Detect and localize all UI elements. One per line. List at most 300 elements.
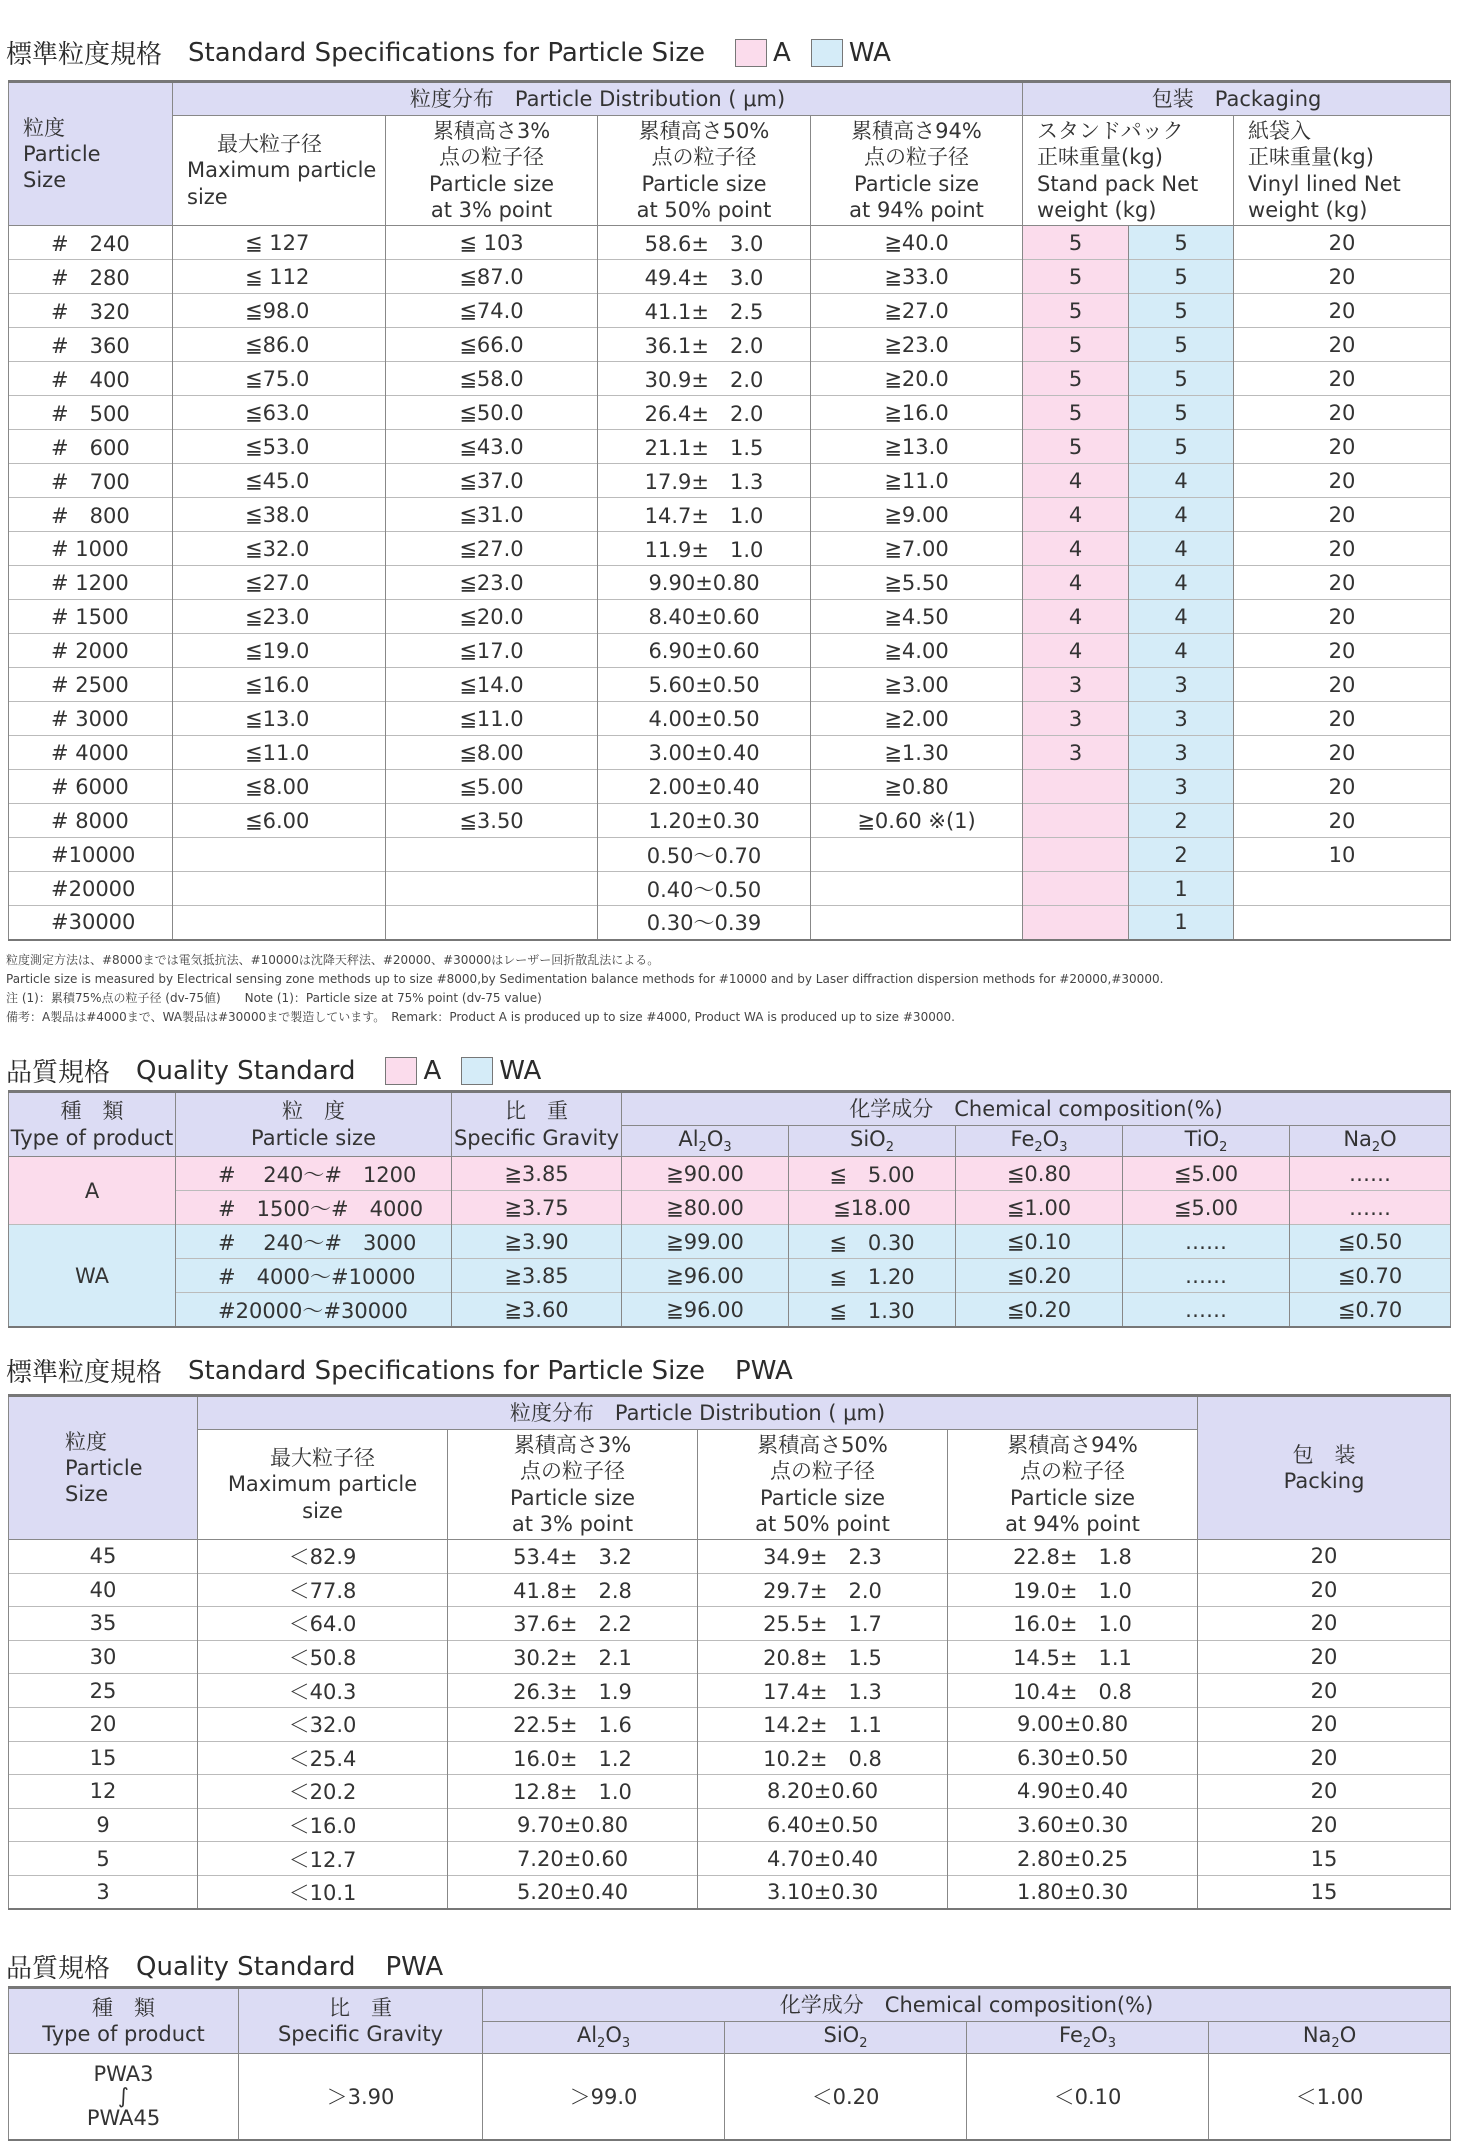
size-94pct-cell: [811, 872, 1023, 906]
note-line: 備考：A製品は#4000まで、WA製品は#30000まで製造しています。 Remark：Product A is produced up to size #4000, Product WA is produced up to size #30000.: [6, 1010, 955, 1024]
legend-swatch-wa: [811, 39, 843, 67]
size-50pct-cell: 17.4± 1.3: [698, 1674, 948, 1708]
fe2o3-cell: ≦1.00: [956, 1191, 1123, 1225]
size-3pct-cell: 41.8± 2.8: [448, 1573, 698, 1607]
size-94pct-cell: ≧2.00: [811, 702, 1023, 736]
na2o-cell: ……: [1290, 1191, 1451, 1225]
legend-label-wa: WA: [499, 1055, 542, 1086]
max-size-cell: [173, 906, 386, 940]
stand-pack-wa-cell: 1: [1129, 906, 1234, 940]
header-tio2: TiO$_2$: [1123, 1126, 1290, 1157]
table-row: [9, 1607, 1451, 1641]
table-row: [9, 1842, 1451, 1876]
pwa-quality-table: [8, 1986, 1451, 2141]
size-50pct-cell: 2.00±0.40: [598, 770, 811, 804]
legend-swatch-a: [385, 1057, 417, 1085]
size-94pct-cell: ≧4.00: [811, 634, 1023, 668]
packing-cell: 20: [1198, 1741, 1451, 1775]
packing-cell: 20: [1198, 1674, 1451, 1708]
table-row: [9, 1674, 1451, 1708]
size-50pct-cell: 6.40±0.50: [698, 1808, 948, 1842]
table-row: [9, 906, 1451, 940]
size-50pct-cell: 5.60±0.50: [598, 668, 811, 702]
sio2-cell: ≦ 1.30: [789, 1293, 956, 1327]
stand-pack-a-cell: 5: [1023, 260, 1129, 294]
grit-cell: # 2000: [9, 634, 173, 668]
packing-cell: 20: [1198, 1607, 1451, 1641]
size-3pct-cell: 37.6± 2.2: [448, 1607, 698, 1641]
particle-size-cell: # 4000～#10000: [176, 1259, 452, 1293]
size-50pct-cell: 8.40±0.60: [598, 600, 811, 634]
max-size-cell: ≦8.00: [173, 770, 386, 804]
header-max-size: 最大粒子径 Maximum particle size: [198, 1430, 448, 1540]
vinyl-bag-cell: 20: [1234, 736, 1451, 770]
product-type-cell: WA: [9, 1225, 176, 1327]
max-size-cell: ＜10.1: [198, 1875, 448, 1909]
al2o3-cell: ≧90.00: [622, 1157, 789, 1191]
size-50pct-cell: 3.00±0.40: [598, 736, 811, 770]
size-94pct-cell: 10.4± 0.8: [948, 1674, 1198, 1708]
packing-cell: 20: [1198, 1707, 1451, 1741]
title-sub: PWA: [735, 1355, 793, 1386]
stand-pack-a-cell: [1023, 804, 1129, 838]
gravity-cell: ≧3.90: [452, 1225, 622, 1259]
size-94pct-cell: ≧4.50: [811, 600, 1023, 634]
vinyl-bag-cell: 10: [1234, 838, 1451, 872]
title-en: Quality Standard: [136, 1055, 356, 1086]
header-sio2: SiO$_2$: [725, 2022, 967, 2054]
size-94pct-cell: 6.30±0.50: [948, 1741, 1198, 1775]
size-94pct-cell: ≧11.0: [811, 464, 1023, 498]
grit-cell: # 320: [9, 294, 173, 328]
grit-cell: # 360: [9, 328, 173, 362]
vinyl-bag-cell: 20: [1234, 770, 1451, 804]
size-50pct-cell: 1.20±0.30: [598, 804, 811, 838]
size-3pct-cell: 53.4± 3.2: [448, 1540, 698, 1574]
vinyl-bag-cell: 20: [1234, 532, 1451, 566]
table-row: [9, 430, 1451, 464]
title-jp: 標準粒度規格: [6, 40, 163, 70]
header-distribution: 粒度分布 Particle Distribution ( μm): [198, 1396, 1198, 1430]
header-50pct: 累積高さ50% 点の粒子径 Particle size at 50% point: [698, 1430, 948, 1540]
grit-cell: #10000: [9, 838, 173, 872]
stand-pack-a-cell: 3: [1023, 668, 1129, 702]
grit-cell: #30000: [9, 906, 173, 940]
tio2-cell: ≦5.00: [1123, 1191, 1290, 1225]
size-3pct-cell: 26.3± 1.9: [448, 1674, 698, 1708]
gravity-cell: ≧3.60: [452, 1293, 622, 1327]
grit-cell: 9: [9, 1808, 198, 1842]
al2o3-cell: ≧80.00: [622, 1191, 789, 1225]
table-row: [9, 294, 1451, 328]
size-94pct-cell: ≧40.0: [811, 226, 1023, 260]
size-3pct-cell: 30.2± 2.1: [448, 1640, 698, 1674]
stand-pack-wa-cell: 3: [1129, 736, 1234, 770]
max-size-cell: ≦16.0: [173, 668, 386, 702]
header-gravity: 比 重 Specific Gravity: [239, 1988, 483, 2054]
legend-label-wa: WA: [848, 37, 891, 68]
size-50pct-cell: 0.30～0.39: [598, 906, 811, 940]
stand-pack-wa-cell: 1: [1129, 872, 1234, 906]
header-type: 種 類 Type of product: [9, 1092, 176, 1157]
na2o-cell: ＜1.00: [1209, 2054, 1451, 2140]
gravity-cell: ≧3.85: [452, 1157, 622, 1191]
size-3pct-cell: ≦31.0: [386, 498, 598, 532]
packing-cell: 20: [1198, 1775, 1451, 1809]
size-50pct-cell: 26.4± 2.0: [598, 396, 811, 430]
stand-pack-wa-cell: 4: [1129, 634, 1234, 668]
vinyl-bag-cell: 20: [1234, 566, 1451, 600]
size-3pct-cell: ≦8.00: [386, 736, 598, 770]
stand-pack-a-cell: 5: [1023, 362, 1129, 396]
fe2o3-cell: ≦0.10: [956, 1225, 1123, 1259]
size-94pct-cell: [811, 838, 1023, 872]
header-94pct: 累積高さ94% 点の粒子径 Particle size at 94% point: [948, 1430, 1198, 1540]
table-row: [9, 634, 1451, 668]
stand-pack-wa-cell: 3: [1129, 668, 1234, 702]
grit-cell: 40: [9, 1573, 198, 1607]
packing-cell: 20: [1198, 1573, 1451, 1607]
header-fe2o3: $Fe_2O_3$: [956, 1126, 1123, 1157]
size-3pct-cell: ≦23.0: [386, 566, 598, 600]
sio2-cell: ≦ 5.00: [789, 1157, 956, 1191]
header-94pct: 累積高さ94% 点の粒子径 Particle size at 94% point: [811, 116, 1023, 226]
grit-cell: 20: [9, 1707, 198, 1741]
table-row: [9, 838, 1451, 872]
max-size-cell: ≦19.0: [173, 634, 386, 668]
size-94pct-cell: 2.80±0.25: [948, 1842, 1198, 1876]
max-size-cell: ≦27.0: [173, 566, 386, 600]
sio2-cell: ≦ 0.30: [789, 1225, 956, 1259]
size-94pct-cell: 1.80±0.30: [948, 1875, 1198, 1909]
size-94pct-cell: ≧27.0: [811, 294, 1023, 328]
size-94pct-cell: 16.0± 1.0: [948, 1607, 1198, 1641]
stand-pack-a-cell: 4: [1023, 600, 1129, 634]
size-50pct-cell: 41.1± 2.5: [598, 294, 811, 328]
stand-pack-wa-cell: 4: [1129, 566, 1234, 600]
max-size-cell: ＜50.8: [198, 1640, 448, 1674]
table-row: [9, 1259, 1451, 1293]
size-3pct-cell: ≦50.0: [386, 396, 598, 430]
table-row: [9, 1640, 1451, 1674]
stand-pack-wa-cell: 3: [1129, 702, 1234, 736]
packing-cell: 20: [1198, 1640, 1451, 1674]
stand-pack-a-cell: [1023, 770, 1129, 804]
size-94pct-cell: 9.00±0.80: [948, 1707, 1198, 1741]
header-fe2o3: $Fe_2O_3$: [967, 2022, 1209, 2054]
size-50pct-cell: 25.5± 1.7: [698, 1607, 948, 1641]
al2o3-cell: ＞99.0: [483, 2054, 725, 2140]
size-94pct-cell: [811, 906, 1023, 940]
table-row: [9, 702, 1451, 736]
size-3pct-cell: 16.0± 1.2: [448, 1741, 698, 1775]
stand-pack-wa-cell: 5: [1129, 294, 1234, 328]
table-row: [9, 1225, 1451, 1259]
stand-pack-wa-cell: 4: [1129, 498, 1234, 532]
na2o-cell: ≦0.50: [1290, 1225, 1451, 1259]
vinyl-bag-cell: 20: [1234, 464, 1451, 498]
product-type-cell: A: [9, 1157, 176, 1225]
size-50pct-cell: 20.8± 1.5: [698, 1640, 948, 1674]
size-3pct-cell: 22.5± 1.6: [448, 1707, 698, 1741]
stand-pack-a-cell: 4: [1023, 464, 1129, 498]
grit-cell: 3: [9, 1875, 198, 1909]
size-3pct-cell: ≦20.0: [386, 600, 598, 634]
table-row: [9, 600, 1451, 634]
table-row: [9, 1293, 1451, 1327]
stand-pack-a-cell: [1023, 838, 1129, 872]
max-size-cell: ＜32.0: [198, 1707, 448, 1741]
size-3pct-cell: ≦37.0: [386, 464, 598, 498]
table-row: [9, 1573, 1451, 1607]
size-50pct-cell: 34.9± 2.3: [698, 1540, 948, 1574]
packing-cell: 15: [1198, 1875, 1451, 1909]
header-gravity: 比 重 Specific Gravity: [452, 1092, 622, 1157]
table-row: [9, 1808, 1451, 1842]
size-94pct-cell: ≧20.0: [811, 362, 1023, 396]
stand-pack-a-cell: 4: [1023, 532, 1129, 566]
table-row: [9, 668, 1451, 702]
gravity-cell: ≧3.75: [452, 1191, 622, 1225]
note-line: Particle size is measured by Electrical sensing zone methods up to size #8000,by Sedimentation balance methods for #10000 and by Laser diffraction dispersion methods for #20000,#30000.: [6, 972, 1164, 986]
section-title-quality: [6, 1052, 561, 1089]
section-title-standard-spec: [6, 34, 911, 71]
vinyl-bag-cell: 20: [1234, 294, 1451, 328]
size-50pct-cell: 8.20±0.60: [698, 1775, 948, 1809]
fe2o3-cell: ≦0.80: [956, 1157, 1123, 1191]
measurement-notes: [6, 951, 1163, 1027]
max-size-cell: ≦75.0: [173, 362, 386, 396]
note-line: 粒度測定方法は、#8000までは電気抵抗法、#10000は沈降天秤法、#20000、#30000はレーザー回折散乱法による。: [6, 953, 660, 967]
table-row: [9, 770, 1451, 804]
stand-pack-a-cell: 3: [1023, 702, 1129, 736]
table-row: [9, 1707, 1451, 1741]
size-94pct-cell: ≧0.60 ※(1): [811, 804, 1023, 838]
grit-cell: # 2500: [9, 668, 173, 702]
section-title-quality-pwa: [6, 1948, 443, 1985]
grit-cell: # 6000: [9, 770, 173, 804]
max-size-cell: ＜25.4: [198, 1741, 448, 1775]
header-50pct: 累積高さ50% 点の粒子径 Particle size at 50% point: [598, 116, 811, 226]
grit-cell: # 8000: [9, 804, 173, 838]
particle-size-cell: # 240～# 3000: [176, 1225, 452, 1259]
stand-pack-a-cell: 4: [1023, 566, 1129, 600]
header-packing: 包 装 Packing: [1198, 1396, 1451, 1540]
sio2-cell: ＜0.20: [725, 2054, 967, 2140]
size-94pct-cell: ≧23.0: [811, 328, 1023, 362]
grit-cell: # 4000: [9, 736, 173, 770]
header-chem: 化学成分 Chemical composition(%): [483, 1988, 1451, 2022]
grit-cell: # 800: [9, 498, 173, 532]
max-size-cell: ＜77.8: [198, 1573, 448, 1607]
size-94pct-cell: ≧3.00: [811, 668, 1023, 702]
size-3pct-cell: ≦74.0: [386, 294, 598, 328]
size-94pct-cell: 14.5± 1.1: [948, 1640, 1198, 1674]
max-size-cell: ≦32.0: [173, 532, 386, 566]
grit-cell: # 400: [9, 362, 173, 396]
title-en: Quality Standard: [136, 1951, 356, 1982]
max-size-cell: ≦98.0: [173, 294, 386, 328]
grit-cell: 15: [9, 1741, 198, 1775]
grit-cell: # 1200: [9, 566, 173, 600]
packing-cell: 20: [1198, 1540, 1451, 1574]
header-particle-size: 粒 度 Particle size: [176, 1092, 452, 1157]
title-en: Standard Specifications for Particle Size: [188, 1355, 706, 1386]
vinyl-bag-cell: 20: [1234, 668, 1451, 702]
packing-cell: 20: [1198, 1808, 1451, 1842]
stand-pack-wa-cell: 5: [1129, 226, 1234, 260]
particle-size-cell: # 240～# 1200: [176, 1157, 452, 1191]
table-row: [9, 464, 1451, 498]
header-sio2: SiO$_2$: [789, 1126, 956, 1157]
grit-cell: # 280: [9, 260, 173, 294]
sio2-cell: ≦18.00: [789, 1191, 956, 1225]
stand-pack-a-cell: [1023, 872, 1129, 906]
particle-size-cell: # 1500～# 4000: [176, 1191, 452, 1225]
table-row: [9, 1540, 1451, 1574]
tio2-cell: ……: [1123, 1293, 1290, 1327]
size-3pct-cell: [386, 872, 598, 906]
header-packaging: 包装 Packaging: [1023, 82, 1451, 116]
stand-pack-a-cell: 5: [1023, 430, 1129, 464]
title-jp: 品質規格: [6, 1954, 111, 1984]
type-cell: PWA3 ∫ PWA45: [9, 2054, 239, 2140]
grit-cell: # 1500: [9, 600, 173, 634]
vinyl-bag-cell: [1234, 906, 1451, 940]
title-sub: PWA: [385, 1951, 444, 1982]
vinyl-bag-cell: 20: [1234, 328, 1451, 362]
vinyl-bag-cell: 20: [1234, 600, 1451, 634]
vinyl-bag-cell: 20: [1234, 634, 1451, 668]
legend-swatch-wa: [461, 1057, 493, 1085]
tio2-cell: ……: [1123, 1259, 1290, 1293]
size-50pct-cell: 0.40～0.50: [598, 872, 811, 906]
table-row: [9, 566, 1451, 600]
max-size-cell: [173, 872, 386, 906]
grit-cell: # 700: [9, 464, 173, 498]
header-3pct: 累積高さ3% 点の粒子径 Particle size at 3% point: [386, 116, 598, 226]
size-3pct-cell: [386, 906, 598, 940]
size-94pct-cell: ≧1.30: [811, 736, 1023, 770]
size-94pct-cell: 19.0± 1.0: [948, 1573, 1198, 1607]
vinyl-bag-cell: [1234, 872, 1451, 906]
size-94pct-cell: ≧0.80: [811, 770, 1023, 804]
size-94pct-cell: ≧7.00: [811, 532, 1023, 566]
size-3pct-cell: 12.8± 1.0: [448, 1775, 698, 1809]
al2o3-cell: ≧96.00: [622, 1259, 789, 1293]
sio2-cell: ≦ 1.20: [789, 1259, 956, 1293]
grit-cell: 5: [9, 1842, 198, 1876]
legend-label-a: A: [423, 1055, 442, 1086]
size-50pct-cell: 30.9± 2.0: [598, 362, 811, 396]
max-size-cell: ≦53.0: [173, 430, 386, 464]
stand-pack-a-cell: 5: [1023, 328, 1129, 362]
size-94pct-cell: ≧9.00: [811, 498, 1023, 532]
header-al2o3: $Al_2O_3$: [622, 1126, 789, 1157]
max-size-cell: ＜82.9: [198, 1540, 448, 1574]
size-3pct-cell: ≦5.00: [386, 770, 598, 804]
grit-cell: # 500: [9, 396, 173, 430]
size-3pct-cell: ≦87.0: [386, 260, 598, 294]
pwa-particle-table: [8, 1394, 1451, 1910]
size-50pct-cell: 36.1± 2.0: [598, 328, 811, 362]
grit-cell: # 240: [9, 226, 173, 260]
size-50pct-cell: 14.7± 1.0: [598, 498, 811, 532]
max-size-cell: ≦6.00: [173, 804, 386, 838]
grit-cell: 25: [9, 1674, 198, 1708]
grit-cell: # 3000: [9, 702, 173, 736]
max-size-cell: ≦23.0: [173, 600, 386, 634]
max-size-cell: ≦11.0: [173, 736, 386, 770]
size-3pct-cell: ≦ 103: [386, 226, 598, 260]
table-row: [9, 532, 1451, 566]
grit-cell: 30: [9, 1640, 198, 1674]
size-3pct-cell: ≦3.50: [386, 804, 598, 838]
size-94pct-cell: ≧33.0: [811, 260, 1023, 294]
size-3pct-cell: ≦17.0: [386, 634, 598, 668]
grit-cell: #20000: [9, 872, 173, 906]
size-50pct-cell: 10.2± 0.8: [698, 1741, 948, 1775]
grit-cell: 45: [9, 1540, 198, 1574]
header-max-size: 最大粒子径 Maximum particle size: [173, 116, 386, 226]
vinyl-bag-cell: 20: [1234, 804, 1451, 838]
max-size-cell: ＜40.3: [198, 1674, 448, 1708]
grit-cell: 35: [9, 1607, 198, 1641]
size-94pct-cell: ≧13.0: [811, 430, 1023, 464]
size-50pct-cell: 9.90±0.80: [598, 566, 811, 600]
size-3pct-cell: 5.20±0.40: [448, 1875, 698, 1909]
max-size-cell: ＜64.0: [198, 1607, 448, 1641]
stand-pack-a-cell: 3: [1023, 736, 1129, 770]
size-94pct-cell: ≧16.0: [811, 396, 1023, 430]
size-50pct-cell: 3.10±0.30: [698, 1875, 948, 1909]
header-grit: 粒度 Particle Size: [9, 1396, 198, 1540]
stand-pack-wa-cell: 4: [1129, 464, 1234, 498]
header-al2o3: $Al_2O_3$: [483, 2022, 725, 2054]
size-94pct-cell: ≧5.50: [811, 566, 1023, 600]
size-3pct-cell: ≦27.0: [386, 532, 598, 566]
max-size-cell: ≦63.0: [173, 396, 386, 430]
size-3pct-cell: ≦43.0: [386, 430, 598, 464]
gravity-cell: ＞3.90: [239, 2054, 483, 2140]
size-50pct-cell: 4.70±0.40: [698, 1842, 948, 1876]
max-size-cell: ＜16.0: [198, 1808, 448, 1842]
vinyl-bag-cell: 20: [1234, 498, 1451, 532]
max-size-cell: ＜20.2: [198, 1775, 448, 1809]
max-size-cell: ＜12.7: [198, 1842, 448, 1876]
section-title-standard-spec-pwa: [6, 1352, 793, 1389]
particle-size-table: [8, 80, 1451, 941]
header-chem: 化学成分 Chemical composition(%): [622, 1092, 1451, 1126]
header-type: 種 類 Type of product: [9, 1988, 239, 2054]
size-50pct-cell: 0.50～0.70: [598, 838, 811, 872]
particle-size-cell: #20000～#30000: [176, 1293, 452, 1327]
header-na2o: $Na_2O$: [1290, 1126, 1451, 1157]
table-row: [9, 1875, 1451, 1909]
table-row: [9, 328, 1451, 362]
stand-pack-wa-cell: 2: [1129, 804, 1234, 838]
size-50pct-cell: 11.9± 1.0: [598, 532, 811, 566]
legend-swatch-a: [735, 39, 767, 67]
vinyl-bag-cell: 20: [1234, 430, 1451, 464]
table-row: [9, 1157, 1451, 1191]
max-size-cell: ≦38.0: [173, 498, 386, 532]
fe2o3-cell: ≦0.20: [956, 1259, 1123, 1293]
size-50pct-cell: 14.2± 1.1: [698, 1707, 948, 1741]
al2o3-cell: ≧96.00: [622, 1293, 789, 1327]
stand-pack-wa-cell: 2: [1129, 838, 1234, 872]
vinyl-bag-cell: 20: [1234, 260, 1451, 294]
